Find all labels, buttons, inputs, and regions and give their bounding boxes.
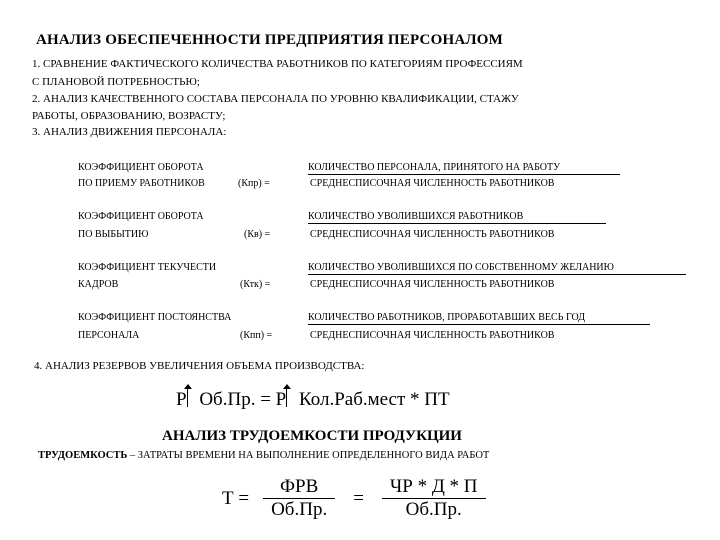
definition — [38, 450, 489, 461]
coefficient-symbol: (Кв) = — [244, 229, 271, 240]
section-title: АНАЛИЗ ТРУДОЕМКОСТИ ПРОДУКЦИИ — [162, 428, 462, 444]
coefficient-name: КОЭФФИЦИЕНТ ТЕКУЧЕСТИ — [78, 262, 217, 273]
analysis-item-line: РАБОТЫ, ОБРАЗОВАНИЮ, ВОЗРАСТУ; — [32, 110, 226, 122]
labor-intensity-formula — [222, 476, 486, 521]
fraction-denominator: Об.Пр. — [405, 499, 462, 520]
arrow-up-icon — [286, 387, 294, 407]
analysis-item-line: 3. АНАЛИЗ ДВИЖЕНИЯ ПЕРСОНАЛА: — [32, 126, 227, 138]
coefficient-name: КАДРОВ — [78, 279, 119, 290]
page-title: АНАЛИЗ ОБЕСПЕЧЕННОСТИ ПРЕДПРИЯТИЯ ПЕРСОНАЛОМ — [36, 32, 503, 48]
coefficient-name: КОЭФФИЦИЕНТ ПОСТОЯНСТВА — [78, 312, 232, 323]
coefficient-name: ПО ВЫБЫТИЮ — [78, 229, 149, 240]
formula-fraction — [382, 476, 486, 521]
reserve-letter: Р — [176, 389, 187, 410]
coefficient-name: ПО ПРИЕМУ РАБОТНИКОВ — [78, 178, 205, 189]
coefficient-numerator: КОЛИЧЕСТВО УВОЛИВШИХСЯ РАБОТНИКОВ — [308, 211, 606, 224]
coefficient-denominator: СРЕДНЕСПИСОЧНАЯ ЧИСЛЕННОСТЬ РАБОТНИКОВ — [310, 330, 555, 341]
coefficient-symbol: (Кпп) = — [240, 330, 273, 341]
formula-lhs: Т = — [222, 487, 250, 509]
coefficient-numerator: КОЛИЧЕСТВО ПЕРСОНАЛА, ПРИНЯТОГО НА РАБОТУ — [308, 162, 620, 175]
coefficient-denominator: СРЕДНЕСПИСОЧНАЯ ЧИСЛЕННОСТЬ РАБОТНИКОВ — [310, 279, 555, 290]
coefficient-symbol: (Кпр) = — [238, 178, 270, 189]
arrow-up-icon — [187, 387, 195, 407]
reserve-term: Об.Пр. = — [199, 389, 271, 410]
coefficient-name: КОЭФФИЦИЕНТ ОБОРОТА — [78, 211, 204, 222]
fraction-numerator: ФРВ — [263, 476, 335, 499]
analysis-item-line: С ПЛАНОВОЙ ПОТРЕБНОСТЬЮ; — [32, 76, 200, 88]
fraction-numerator: ЧР * Д * П — [382, 476, 486, 499]
formula-equals: = — [353, 487, 364, 509]
coefficient-symbol: (Ктк) = — [240, 279, 271, 290]
definition-text: – ЗАТРАТЫ ВРЕМЕНИ НА ВЫПОЛНЕНИЕ ОПРЕДЕЛЕННОГО ВИДА РАБОТ — [127, 450, 490, 461]
coefficient-name: КОЭФФИЦИЕНТ ОБОРОТА — [78, 162, 204, 173]
definition-term: ТРУДОЕМКОСТЬ — [38, 450, 128, 461]
analysis-item-line: 4. АНАЛИЗ РЕЗЕРВОВ УВЕЛИЧЕНИЯ ОБЪЕМА ПРОИЗВОДСТВА: — [34, 360, 365, 372]
fraction-denominator: Об.Пр. — [271, 499, 328, 520]
analysis-item-line: 1. СРАВНЕНИЕ ФАКТИЧЕСКОГО КОЛИЧЕСТВА РАБОТНИКОВ ПО КАТЕГОРИЯМ ПРОФЕССИЯМ — [32, 58, 523, 70]
reserve-formula — [176, 385, 450, 411]
coefficient-numerator: КОЛИЧЕСТВО УВОЛИВШИХСЯ ПО СОБСТВЕННОМУ ЖЕЛАНИЮ — [308, 262, 686, 275]
coefficient-denominator: СРЕДНЕСПИСОЧНАЯ ЧИСЛЕННОСТЬ РАБОТНИКОВ — [310, 229, 555, 240]
coefficient-numerator: КОЛИЧЕСТВО РАБОТНИКОВ, ПРОРАБОТАВШИХ ВЕСЬ ГОД — [308, 312, 650, 325]
formula-fraction — [263, 476, 335, 521]
coefficient-name: ПЕРСОНАЛА — [78, 330, 140, 341]
coefficient-denominator: СРЕДНЕСПИСОЧНАЯ ЧИСЛЕННОСТЬ РАБОТНИКОВ — [310, 178, 555, 189]
reserve-term: Кол.Раб.мест * ПТ — [298, 389, 450, 410]
reserve-letter: Р — [275, 389, 287, 410]
analysis-item-line: 2. АНАЛИЗ КАЧЕСТВЕННОГО СОСТАВА ПЕРСОНАЛА ПО УРОВНЮ КВАЛИФИКАЦИИ, СТАЖУ — [32, 93, 519, 105]
